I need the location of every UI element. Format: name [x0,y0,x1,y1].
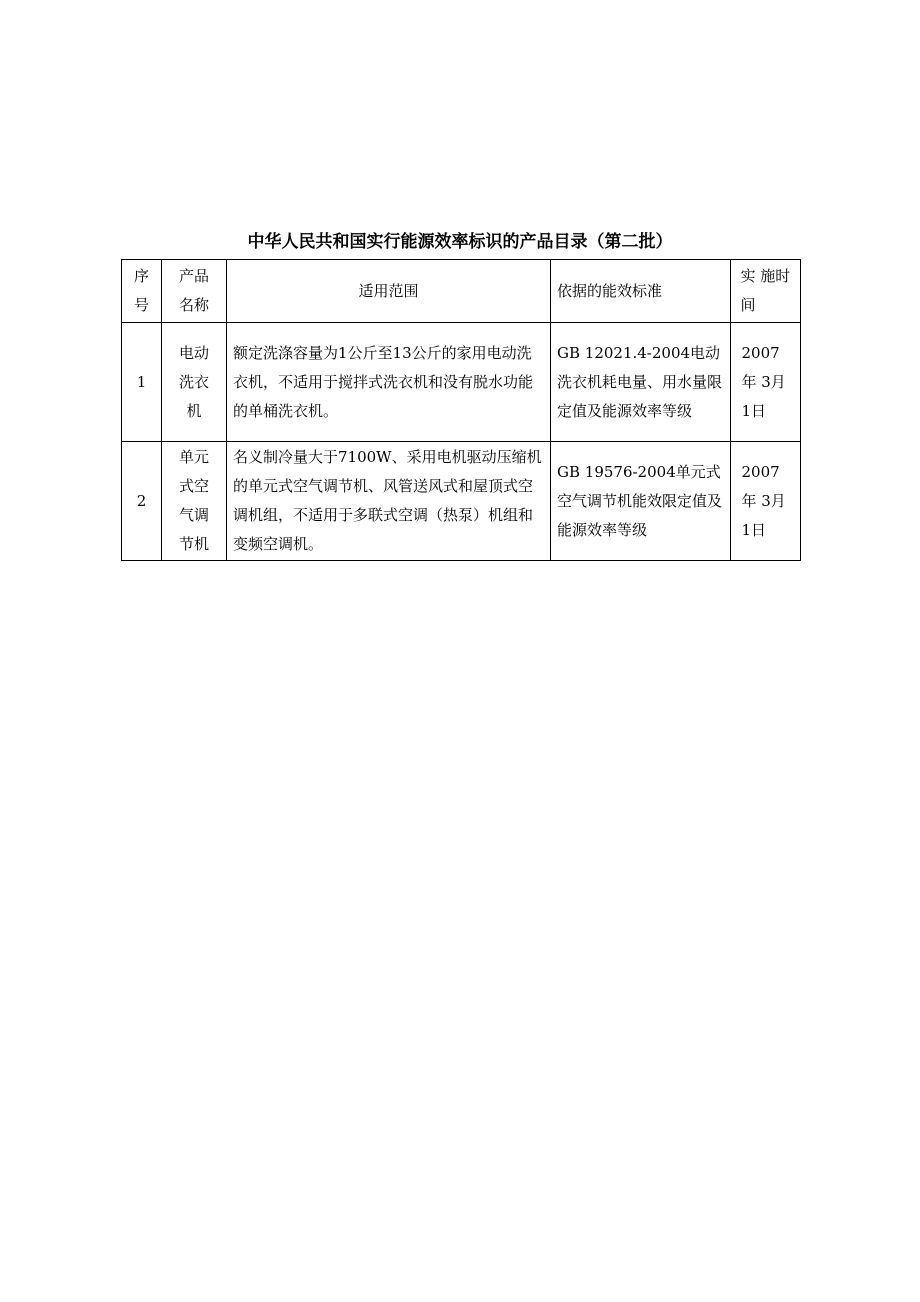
row-1-name-text: 电动洗衣机 [178,343,209,420]
row-1-standard: GB 12021.4-2004电动洗衣机耗电量、用水量限定值及能源效率等级 [551,323,731,442]
table-row [122,323,801,442]
row-2-scope: 名义制冷量大于7100W、采用电机驱动压缩机的单元式空气调节机、风管送风式和屋顶式空调机组，不适用于多联式空调（热泵）机组和变频空调机。 [227,442,551,561]
header-name-text: 产品名称 [178,267,209,314]
row-1-seq: 1 [122,323,162,442]
row-2-date [731,442,801,561]
table-row [122,442,801,561]
document-title: 中华人民共和国实行能源效率标识的产品目录（第二批） [247,232,673,252]
header-date [731,260,801,323]
header-name [162,260,227,323]
table-header-row [122,260,801,323]
row-1-scope: 额定洗涤容量为1公斤至13公斤的家用电动洗衣机，不适用于搅拌式洗衣机和没有脱水功能的单桶洗衣机。 [227,323,551,442]
row-2-date-text: 2007年 3月 1日 [741,462,786,539]
header-seq [122,260,162,323]
header-standard: 依据的能效标准 [551,260,731,323]
header-scope: 适用范围 [227,260,551,323]
header-seq-text: 序号 [133,267,149,314]
row-2-seq: 2 [122,442,162,561]
row-1-name [162,323,227,442]
row-2-name [162,442,227,561]
row-2-standard: GB 19576-2004单元式空气调节机能效限定值及能源效率等级 [551,442,731,561]
row-1-date [731,323,801,442]
row-1-date-text: 2007年 3月 1日 [741,343,786,420]
product-catalog-table [121,259,801,561]
row-2-name-text: 单元式空气调节机 [178,448,209,553]
header-date-text: 实 施时间 [740,267,791,314]
